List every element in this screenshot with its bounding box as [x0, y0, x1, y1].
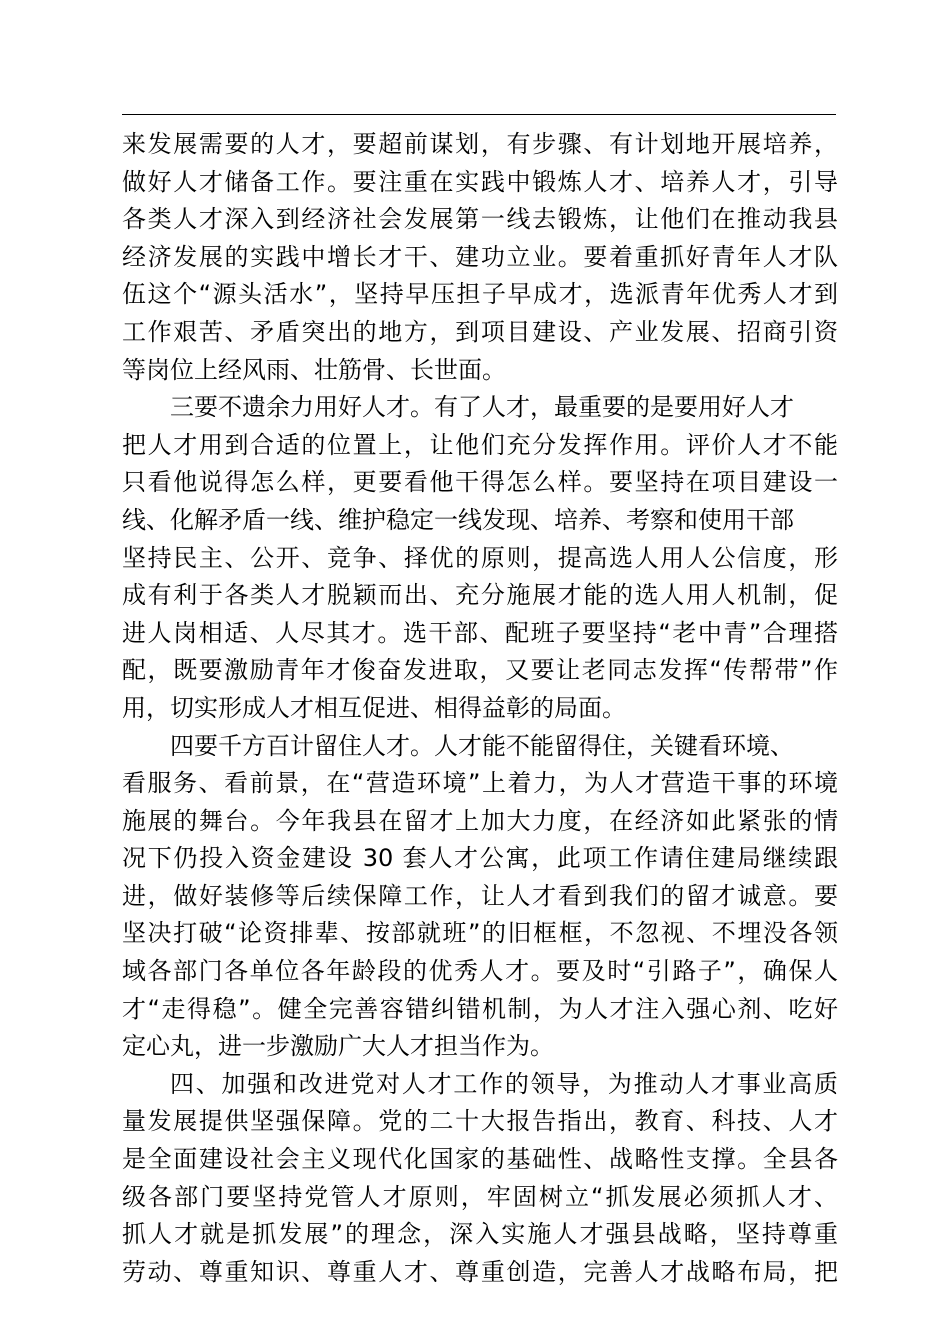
text-line: 工作艰苦、矛盾突出的地方，到项目建设、产业发展、招商引资 [122, 317, 838, 346]
text-line: 伍这个“源头活水”，坚持早压担子早成才，选派青年优秀人才到 [122, 280, 838, 309]
text-line: 定心丸，进一步激励广大人才担当作为。 [122, 1032, 554, 1061]
text-line: 配，既要激励青年才俊奋发进取，又要让老同志发挥“传帮带”作 [122, 656, 838, 685]
text-line: 坚持民主、公开、竞争、择优的原则，提高选人用人公信度，形 [122, 543, 838, 572]
text-line: 坚决打破“论资排辈、按部就班”的旧框框，不忽视、不埋没各领 [122, 919, 838, 948]
text-line: 成有利于各类人才脱颖而出、充分施展才能的选人用人机制，促 [122, 581, 838, 610]
text-line: 线、化解矛盾一线、维护稳定一线发现、培养、考察和使用干部 [122, 505, 794, 534]
text-line: 经济发展的实践中增长才干、建功立业。要着重抓好青年人才队 [122, 242, 838, 271]
text-line: 施展的舞台。今年我县在留才上加大力度，在经济如此紧张的情 [122, 806, 838, 835]
text-line: 量发展提供坚强保障。党的二十大报告指出，教育、科技、人才 [122, 1107, 838, 1136]
text-line: 做好人才储备工作。要注重在实践中锻炼人才、培养人才，引导 [122, 167, 838, 196]
text-line: 劳动、尊重知识、尊重人才、尊重创造，完善人才战略布局，把 [122, 1257, 838, 1286]
text-line: 域各部门各单位各年龄段的优秀人才。要及时“引路子”，确保人 [122, 957, 838, 986]
text-line: 看服务、看前景，在“营造环境”上着力，为人才营造干事的环境 [122, 769, 838, 798]
text-line: 把人才用到合适的位置上，让他们充分发挥作用。评价人才不能 [122, 430, 838, 459]
header-rule [122, 114, 836, 115]
text-line: 是全面建设社会主义现代化国家的基础性、战略性支撑。全县各 [122, 1145, 838, 1174]
text-line: 进人岗相适、人尽其才。选干部、配班子要坚持“老中青”合理搭 [122, 618, 838, 647]
text-line: 用，切实形成人才相互促进、相得益彰的局面。 [122, 693, 626, 722]
text-line: 各类人才深入到经济社会发展第一线去锻炼，让他们在推动我县 [122, 205, 838, 234]
paragraph-start-line: 四、加强和改进党对人才工作的领导，为推动人才事业高质 [170, 1069, 838, 1098]
body-text [122, 126, 838, 1291]
text-line: 抓人才就是抓发展”的理念，深入实施人才强县战略，坚持尊重 [122, 1220, 838, 1249]
text-line: 级各部门要坚持党管人才原则，牢固树立“抓发展必须抓人才、 [122, 1182, 838, 1211]
text-line: 来发展需要的人才，要超前谋划，有步骤、有计划地开展培养， [122, 130, 838, 158]
text-line: 才“走得稳”。健全完善容错纠错机制，为人才注入强心剂、吃好 [122, 994, 838, 1023]
text-line: 只看他说得怎么样，更要看他干得怎么样。要坚持在项目建设一 [122, 468, 838, 497]
text-line: 等岗位上经风雨、壮筋骨、长世面。 [122, 355, 506, 384]
paragraph-start-line: 四要千方百计留住人才。人才能不能留得住，关键看环境、 [170, 731, 794, 760]
text-line: 进，做好装修等后续保障工作，让人才看到我们的留才诚意。要 [122, 881, 838, 910]
text-line: 况下仍投入资金建设 30 套人才公寓，此项工作请住建局继续跟 [122, 844, 838, 873]
paragraph-start-line: 三要不遗余力用好人才。有了人才，最重要的是要用好人才 [170, 393, 794, 422]
